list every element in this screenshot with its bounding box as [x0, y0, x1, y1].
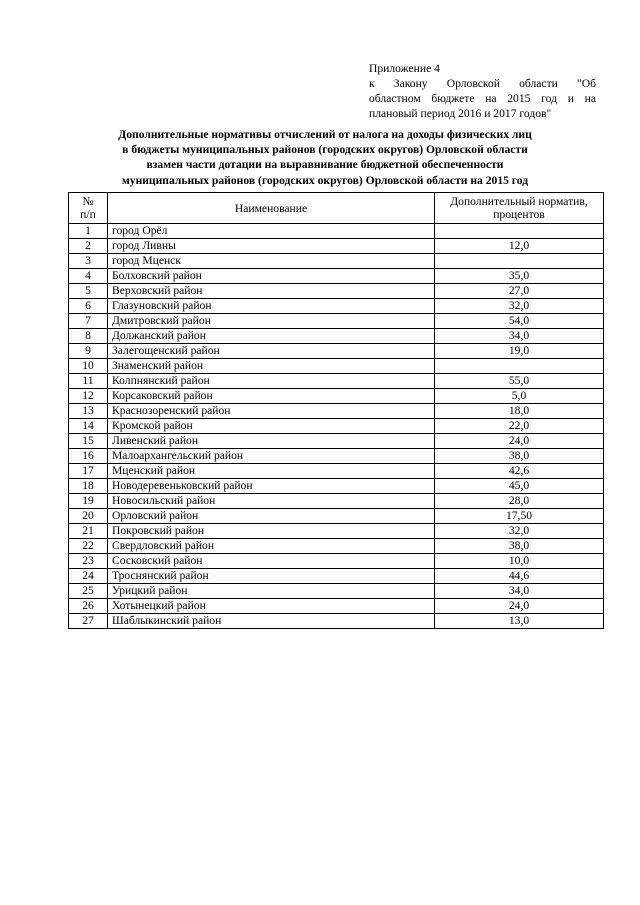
- title-line-3: взамен части дотации на выравнивание бюджетной обеспеченности: [146, 158, 504, 172]
- header-number-line-2: п/п: [80, 208, 96, 221]
- header-name: Наименование: [108, 193, 435, 224]
- row-value: 22,0: [435, 419, 604, 434]
- row-name: Кромской район: [108, 419, 435, 434]
- table-row: [69, 584, 604, 599]
- row-name: Болховский район: [108, 269, 435, 284]
- annex-line-2: к Закону Орловской области "Об: [369, 77, 596, 90]
- row-name: Должанский район: [108, 329, 435, 344]
- title-line-2: в бюджеты муниципальных районов (городских округов) Орловской области: [122, 143, 528, 157]
- row-number: 10: [69, 359, 108, 374]
- row-value: [435, 359, 604, 374]
- row-value: 55,0: [435, 374, 604, 389]
- row-number: 6: [69, 299, 108, 314]
- row-name: Залегощенский район: [108, 344, 435, 359]
- table-row: [69, 464, 604, 479]
- row-name: Свердловский район: [108, 539, 435, 554]
- row-number: 16: [69, 449, 108, 464]
- row-name: Хотынецкий район: [108, 599, 435, 614]
- row-value: 27,0: [435, 284, 604, 299]
- row-number: 8: [69, 329, 108, 344]
- row-name: город Ливны: [108, 239, 435, 254]
- table-row: [69, 404, 604, 419]
- table-row: [69, 599, 604, 614]
- row-name: Шаблыкинский район: [108, 614, 435, 629]
- row-name: Урицкий район: [108, 584, 435, 599]
- table-row: [69, 239, 604, 254]
- table-row: [69, 359, 604, 374]
- row-value: 38,0: [435, 449, 604, 464]
- table-row: [69, 389, 604, 404]
- row-number: 18: [69, 479, 108, 494]
- row-value: 13,0: [435, 614, 604, 629]
- row-value: 32,0: [435, 299, 604, 314]
- table-row: [69, 329, 604, 344]
- row-name: Корсаковский район: [108, 389, 435, 404]
- row-number: 9: [69, 344, 108, 359]
- header-number-line-1: №: [82, 195, 94, 208]
- row-number: 2: [69, 239, 108, 254]
- row-number: 4: [69, 269, 108, 284]
- row-name: Ливенский район: [108, 434, 435, 449]
- row-number: 12: [69, 389, 108, 404]
- row-name: Орловский район: [108, 509, 435, 524]
- row-name: Покровский район: [108, 524, 435, 539]
- row-number: 11: [69, 374, 108, 389]
- row-name: Дмитровский район: [108, 314, 435, 329]
- row-value: [435, 224, 604, 239]
- row-value: 12,0: [435, 239, 604, 254]
- row-value: 10,0: [435, 554, 604, 569]
- header-value: [435, 193, 604, 224]
- table-row: [69, 284, 604, 299]
- header-number: [69, 193, 108, 224]
- header-value-line-2: процентов: [493, 208, 545, 221]
- row-name: Верховский район: [108, 284, 435, 299]
- row-number: 26: [69, 599, 108, 614]
- row-value: 38,0: [435, 539, 604, 554]
- row-name: Малоархангельский район: [108, 449, 435, 464]
- row-number: 14: [69, 419, 108, 434]
- row-value: 24,0: [435, 599, 604, 614]
- table-row: [69, 419, 604, 434]
- row-value: 24,0: [435, 434, 604, 449]
- row-number: 17: [69, 464, 108, 479]
- row-value: 19,0: [435, 344, 604, 359]
- table-row: [69, 224, 604, 239]
- row-name: Сосковский район: [108, 554, 435, 569]
- row-value: 42,6: [435, 464, 604, 479]
- table-row: [69, 494, 604, 509]
- row-name: Знаменский район: [108, 359, 435, 374]
- row-value: 5,0: [435, 389, 604, 404]
- row-value: 17,50: [435, 509, 604, 524]
- row-number: 21: [69, 524, 108, 539]
- table-row: [69, 554, 604, 569]
- row-name: Краснозоренский район: [108, 404, 435, 419]
- row-name: город Мценск: [108, 254, 435, 269]
- table-row: [69, 374, 604, 389]
- table-body: [69, 224, 604, 629]
- row-name: Глазуновский район: [108, 299, 435, 314]
- table-row: [69, 314, 604, 329]
- row-number: 3: [69, 254, 108, 269]
- row-name: Новодеревеньковский район: [108, 479, 435, 494]
- row-value: [435, 254, 604, 269]
- table-row: [69, 299, 604, 314]
- annex-line-4: плановый период 2016 и 2017 годов": [369, 107, 552, 120]
- row-value: 44,6: [435, 569, 604, 584]
- table-row: [69, 449, 604, 464]
- annex-line-3: областном бюджете на 2015 год и на: [369, 92, 596, 105]
- table-row: [69, 614, 604, 629]
- row-number: 15: [69, 434, 108, 449]
- table-row: [69, 524, 604, 539]
- row-number: 19: [69, 494, 108, 509]
- annex-note: [369, 61, 596, 121]
- row-name: Колпнянский район: [108, 374, 435, 389]
- table-row: [69, 569, 604, 584]
- table-row: [69, 509, 604, 524]
- row-value: 54,0: [435, 314, 604, 329]
- annex-line-1: Приложение 4: [369, 62, 440, 75]
- title-line-4: муниципальных районов (городских округов) Орловской области на 2015 год: [121, 173, 529, 187]
- table-row: [69, 479, 604, 494]
- normatives-table: [68, 192, 604, 629]
- table-row: [69, 269, 604, 284]
- table-row: [69, 539, 604, 554]
- row-number: 1: [69, 224, 108, 239]
- document-title: [60, 127, 590, 188]
- row-number: 25: [69, 584, 108, 599]
- row-number: 23: [69, 554, 108, 569]
- row-name: город Орёл: [108, 224, 435, 239]
- table-row: [69, 434, 604, 449]
- row-value: 34,0: [435, 584, 604, 599]
- row-number: 27: [69, 614, 108, 629]
- row-number: 13: [69, 404, 108, 419]
- row-value: 45,0: [435, 479, 604, 494]
- table-header-row: [69, 193, 604, 224]
- header-value-line-1: Дополнительный норматив,: [450, 195, 588, 208]
- table-row: [69, 344, 604, 359]
- row-number: 24: [69, 569, 108, 584]
- row-value: 34,0: [435, 329, 604, 344]
- row-value: 18,0: [435, 404, 604, 419]
- row-name: Троснянский район: [108, 569, 435, 584]
- row-number: 22: [69, 539, 108, 554]
- row-name: Мценский район: [108, 464, 435, 479]
- row-number: 7: [69, 314, 108, 329]
- row-value: 28,0: [435, 494, 604, 509]
- table-row: [69, 254, 604, 269]
- row-value: 35,0: [435, 269, 604, 284]
- row-number: 5: [69, 284, 108, 299]
- row-value: 32,0: [435, 524, 604, 539]
- row-name: Новосильский район: [108, 494, 435, 509]
- title-line-1: Дополнительные нормативы отчислений от налога на доходы физических лиц: [118, 128, 532, 141]
- row-number: 20: [69, 509, 108, 524]
